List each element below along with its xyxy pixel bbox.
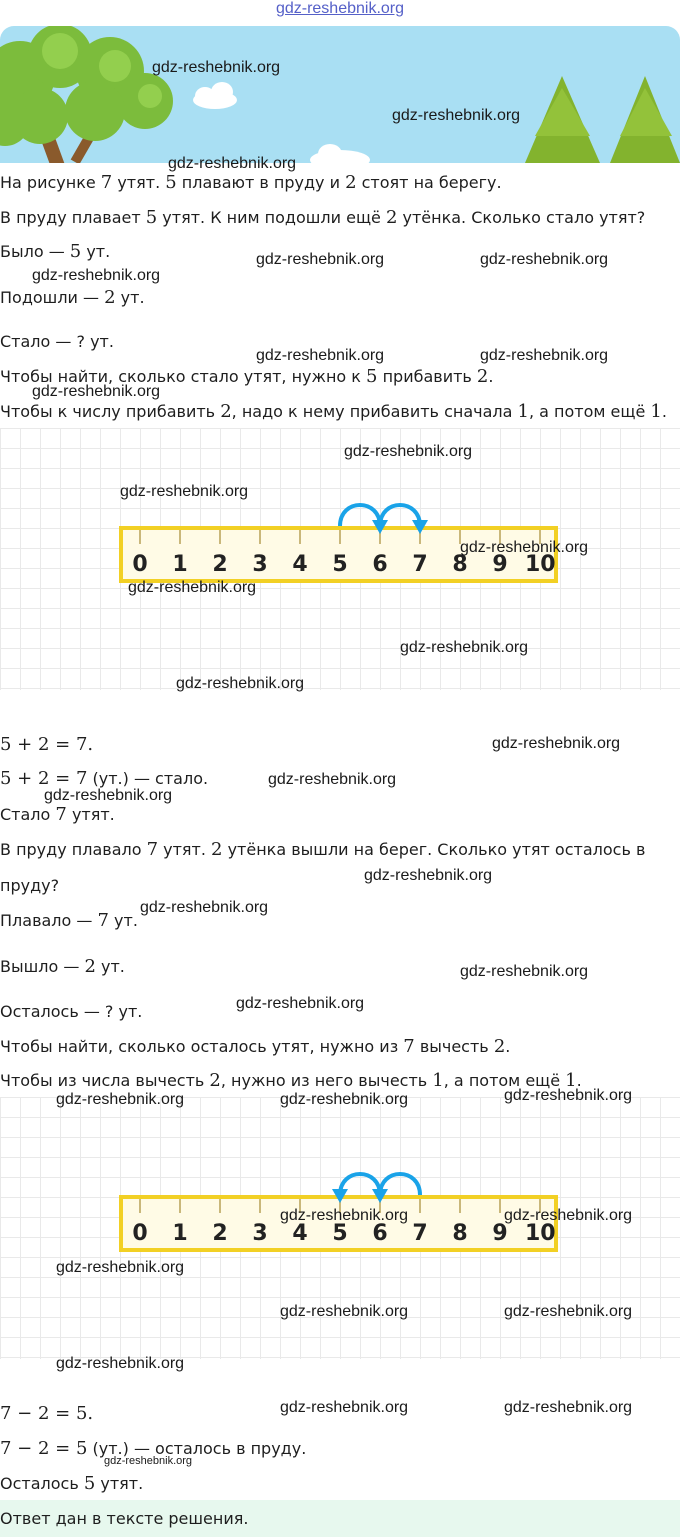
question-became: Стало — ? ут. — [0, 332, 114, 351]
watermark: gdz-reshebnik.org — [280, 1207, 409, 1224]
method-3-text: Чтобы найти, сколько осталось утят, нужно из 7 вычесть 2. — [0, 1036, 511, 1057]
method-2-text: Чтобы к числу прибавить 2, надо к нему прибавить сначала 1, а потом ещё 1. — [0, 401, 667, 422]
equation-2-units: 7 − 2 = 5 (ут.) — осталось в пруду. — [0, 1438, 307, 1459]
watermark: gdz-reshebnik.org — [44, 787, 173, 804]
number-line-label: 9 — [492, 552, 508, 577]
number-line-label: 3 — [252, 552, 268, 577]
watermark: gdz-reshebnik.org — [504, 1207, 633, 1224]
equation-1-units: 5 + 2 = 7 (ут.) — стало. — [0, 768, 209, 789]
answer-note: Ответ дан в тексте решения. — [0, 1500, 680, 1537]
watermark: gdz-reshebnik.org — [56, 1091, 185, 1108]
number-line-label: 2 — [212, 552, 228, 577]
question-remained: Осталось — ? ут. — [0, 1002, 143, 1021]
watermark: gdz-reshebnik.org — [176, 675, 305, 692]
number-line-label: 6 — [372, 1221, 388, 1246]
method-1-text: Чтобы найти, сколько стало утят, нужно к 5 прибавить 2. — [0, 366, 494, 387]
given-swam: Плавало — 7 ут. — [0, 910, 138, 931]
watermark: gdz-reshebnik.org — [32, 267, 161, 284]
watermark: gdz-reshebnik.org — [268, 771, 397, 788]
result-2: Осталось 5 утят. — [0, 1473, 144, 1494]
result-1: Стало 7 утят. — [0, 804, 115, 825]
watermark: gdz-reshebnik.org — [32, 383, 161, 400]
given-was: Было — 5 ут. — [0, 241, 111, 262]
number-line-label: 8 — [452, 1221, 468, 1246]
number-line-label: 0 — [132, 552, 148, 577]
problem-2-text-line2: пруду? — [0, 876, 60, 895]
watermark: gdz-reshebnik.org — [392, 107, 521, 124]
watermark: gdz-reshebnik.org — [400, 639, 529, 656]
number-line-label: 5 — [332, 552, 348, 577]
watermark: gdz-reshebnik.org — [504, 1399, 633, 1416]
watermark: gdz-reshebnik.org — [120, 483, 249, 500]
watermark: gdz-reshebnik.org — [364, 867, 493, 884]
watermark-header[interactable]: gdz-reshebnik.org — [275, 0, 405, 17]
illustration-banner — [0, 26, 680, 163]
watermark: gdz-reshebnik.org — [460, 539, 589, 556]
number-line-label: 8 — [452, 552, 468, 577]
watermark: gdz-reshebnik.org — [504, 1303, 633, 1320]
watermark: gdz-reshebnik.org — [504, 1087, 633, 1104]
watermark: gdz-reshebnik.org — [280, 1399, 409, 1416]
intro-text: На рисунке 7 утят. 5 плавают в пруду и 2 стоят на берегу. — [0, 172, 502, 193]
number-line-label: 2 — [212, 1221, 228, 1246]
number-line-label: 3 — [252, 1221, 268, 1246]
number-line-label: 7 — [412, 1221, 428, 1246]
number-line-label: 10 — [525, 1221, 556, 1246]
number-line-label: 5 — [332, 1221, 348, 1246]
given-came: Подошли — 2 ут. — [0, 287, 145, 308]
watermark: gdz-reshebnik.org — [256, 251, 385, 268]
number-line-label: 1 — [172, 552, 188, 577]
watermark: gdz-reshebnik.org — [480, 251, 609, 268]
equation-2: 7 − 2 = 5. — [0, 1403, 94, 1424]
watermark: gdz-reshebnik.org — [280, 1091, 409, 1108]
equation-1: 5 + 2 = 7. — [0, 734, 94, 755]
number-line-label: 7 — [412, 552, 428, 577]
pond-illustration — [0, 26, 680, 163]
watermark: gdz-reshebnik.org — [56, 1355, 185, 1372]
watermark: gdz-reshebnik.org — [140, 899, 269, 916]
problem-1-text: В пруду плавает 5 утят. К ним подошли ещё 2 утёнка. Сколько стало утят? — [0, 207, 646, 228]
watermark: gdz-reshebnik.org — [152, 59, 281, 76]
watermark: gdz-reshebnik.org — [480, 347, 609, 364]
given-left: Вышло — 2 ут. — [0, 956, 125, 977]
number-line-label: 9 — [492, 1221, 508, 1246]
number-line-label: 1 — [172, 1221, 188, 1246]
method-4-text: Чтобы из числа вычесть 2, нужно из него вычесть 1, а потом ещё 1. — [0, 1070, 582, 1091]
problem-2-text-line1: В пруду плавало 7 утят. 2 утёнка вышли на берег. Сколько утят осталось в — [0, 839, 646, 860]
watermark: gdz-reshebnik.org — [236, 995, 365, 1012]
number-line-label: 6 — [372, 552, 388, 577]
watermark: gdz-reshebnik.org — [168, 155, 297, 172]
watermark: gdz-reshebnik.org — [344, 443, 473, 460]
watermark: gdz-reshebnik.org — [492, 735, 621, 752]
watermark: gdz-reshebnik.org — [256, 347, 385, 364]
arrowhead-5 — [332, 1189, 348, 1203]
number-line-label: 4 — [292, 1221, 308, 1246]
jump-arrows-1 — [0, 428, 680, 690]
watermark: gdz-reshebnik.org — [280, 1303, 409, 1320]
number-line-grid-1 — [0, 428, 680, 690]
watermark: gdz-reshebnik.org — [460, 963, 589, 980]
number-line-label: 10 — [525, 552, 556, 577]
watermark: gdz-reshebnik.org — [128, 579, 257, 596]
watermark: gdz-reshebnik.org — [56, 1259, 185, 1276]
watermark: gdz-reshebnik.org — [104, 1455, 193, 1467]
arrowhead-7 — [412, 520, 428, 534]
number-line-label: 4 — [292, 552, 308, 577]
number-line-label: 0 — [132, 1221, 148, 1246]
